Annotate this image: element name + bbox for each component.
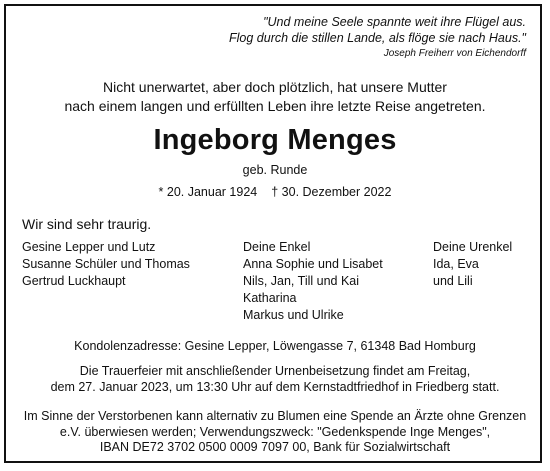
birth-date: * 20. Januar 1924	[158, 185, 258, 199]
family-member: und Lili	[433, 274, 473, 288]
family-member: Nils, Jan, Till und Kai	[243, 274, 360, 288]
donation-line: Im Sinne der Verstorbenen kann alternativ zu Blumen eine Spende an Ärzte ohne Grenzen	[23, 409, 527, 423]
donation-line: e.V. überwiesen werden; Verwendungszweck: "Gedenkspende Inge Menges",	[59, 424, 491, 439]
funeral-info	[0, 364, 550, 395]
family-member: Katharina	[243, 291, 297, 305]
mourning-line: Wir sind sehr traurig.	[22, 216, 152, 232]
family-member: Gesine Lepper und Lutz	[22, 240, 156, 254]
intro-line: Nicht unerwartet, aber doch plötzlich, hat unsere Mutter	[103, 79, 447, 95]
intro-text	[0, 78, 550, 116]
grandchildren-column	[243, 239, 383, 324]
family-member: Susanne Schüler und Thomas	[22, 257, 190, 271]
funeral-line: dem 27. Januar 2023, um 13:30 Uhr auf dem Kernstadtfriedhof in Friedberg statt.	[50, 379, 500, 394]
birth-name: geb. Runde	[242, 163, 308, 177]
condolence-address: Kondolenzadresse: Gesine Lepper, Löwengasse 7, 61348 Bad Homburg	[74, 339, 476, 353]
great-grandchildren-column	[433, 239, 512, 290]
intro-line: nach einem langen und erfüllten Leben ihre letzte Reise angetreten.	[64, 98, 486, 114]
quote-line: "Und meine Seele spannte weit ihre Flügel aus.	[263, 15, 526, 29]
family-member: Deine Enkel	[243, 240, 311, 254]
death-date: † 30. Dezember 2022	[271, 185, 392, 199]
quote-author: Joseph Freiherr von Eichendorff	[383, 48, 526, 59]
family-member: Anna Sophie und Lisabet	[243, 257, 383, 271]
epigraph-quote	[229, 14, 526, 61]
life-dates	[0, 185, 550, 199]
children-column	[22, 239, 190, 290]
family-member: Ida, Eva	[433, 257, 479, 271]
donation-info	[0, 409, 550, 456]
family-member: Markus und Ulrike	[243, 308, 344, 322]
donation-line: IBAN DE72 3702 0500 0009 7097 00, Bank für Sozialwirtschaft	[99, 440, 451, 454]
funeral-line: Die Trauerfeier mit anschließender Urnenbeisetzung findet am Freitag,	[79, 364, 471, 378]
quote-line: Flog durch die stillen Lande, als flöge sie nach Haus."	[229, 31, 526, 45]
family-member: Deine Urenkel	[433, 240, 513, 254]
deceased-name: Ingeborg Menges	[153, 124, 397, 156]
family-member: Gertrud Luckhaupt	[22, 274, 126, 288]
